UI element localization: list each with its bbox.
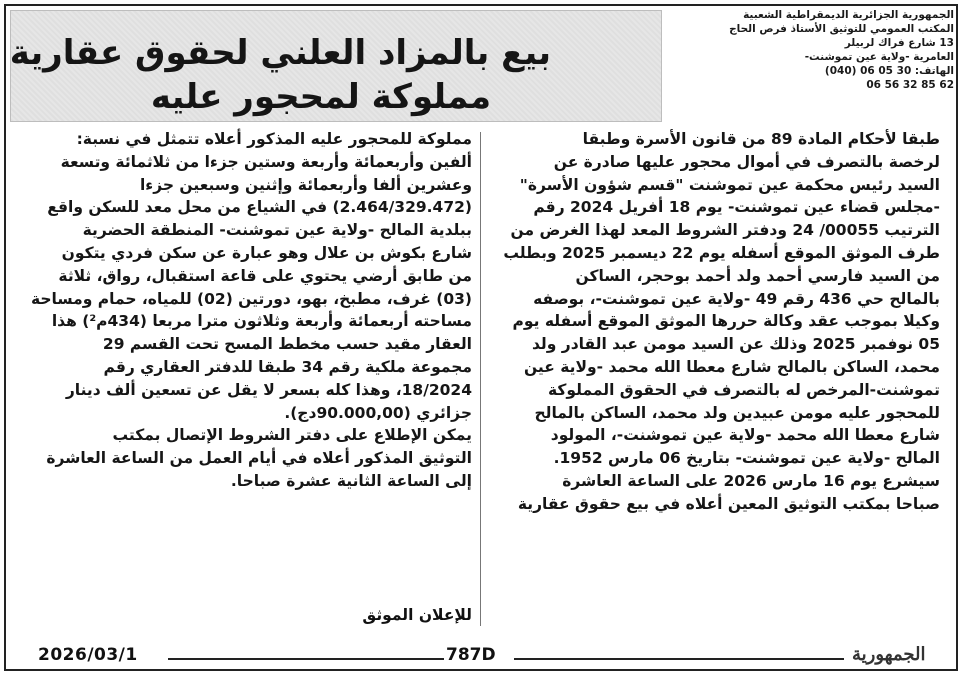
body-line: 05 نوفمبر 2025 وذلك عن السيد مومن عبد القادر ولد bbox=[531, 335, 940, 354]
body-line: وكيلا بموجب عقد وكالة حررها الموثق الموقع أسفله يوم bbox=[512, 312, 940, 331]
body-line: ببلدية المالح -ولاية عين تموشنت- المنطقة الحضرية bbox=[82, 221, 472, 240]
body-line: محمد، الساكن بالمالح شارع معطا الله محمد -ولاية عين bbox=[523, 357, 940, 376]
footer-date: 2026/03/1 bbox=[38, 645, 138, 665]
notary-office-header bbox=[668, 8, 954, 126]
body-line: صباحا بمكتب التوثيق المعين أعلاه في بيع حقوق عقارية bbox=[517, 494, 940, 513]
announcement-title-box bbox=[10, 10, 662, 122]
right-text-column bbox=[488, 128, 940, 516]
body-line: لرخصة بالتصرف في أموال محجور عليها صادرة عن bbox=[553, 152, 940, 171]
body-line: إلى الساعة الثانية عشرة صباحا. bbox=[230, 471, 472, 490]
body-line: مجموعة ملكية رقم 34 طبقا للدفتر العقاري رقم bbox=[103, 357, 472, 376]
office-line: الجمهورية الجزائرية الديمقراطية الشعبية bbox=[743, 9, 954, 21]
body-line: سيشرع يوم 16 مارس 2026 على الساعة العاشرة bbox=[562, 471, 940, 490]
body-line: (03) غرف، مطبخ، بهو، دورتين (02) للمياه، حمام ومساحة bbox=[30, 289, 472, 308]
signature: للإعلان الموثق bbox=[362, 606, 472, 624]
body-line: شارع معطا الله محمد -ولاية عين تموشنت-، المولود bbox=[550, 426, 940, 445]
body-line: طرف الموثق الموقع أسفله يوم 22 ديسمبر 2025 وبطلب bbox=[503, 243, 940, 262]
column-divider bbox=[480, 132, 481, 626]
body-line: مملوكة للمحجور عليه المذكور أعلاه تتمثل في نسبة: bbox=[76, 130, 472, 148]
body-line: جزائري (90.000,00دج). bbox=[284, 403, 472, 422]
body-line: العقار مقيد حسب مخطط المسح تحت القسم 29 bbox=[102, 335, 472, 354]
body-line: يمكن الإطلاع على دفتر الشروط الإتصال بمكتب bbox=[112, 426, 472, 445]
footer-rule-right bbox=[514, 658, 844, 660]
body-line: من طابق أرضي يحتوي على قاعة استقبال، رواق، ثلاثة bbox=[58, 266, 472, 285]
announcement-title-line-2: مملوكة لمحجور عليه bbox=[150, 77, 491, 117]
body-line: للمحجور عليه مومن عبيدين ولد محمد، الساكن بالمالح bbox=[534, 403, 940, 422]
office-line: العامرية -ولاية عين تموشنت- bbox=[804, 51, 954, 63]
left-text-column bbox=[14, 128, 472, 493]
body-line: 18/2024، وهذا كله بسعر لا يقل عن تسعين ألف دينار bbox=[65, 380, 472, 399]
body-line: (2.464/329.472) في الشياع من محل معد للسكن واقع bbox=[47, 198, 472, 217]
body-line: شارع بكوش بن علال وهو عبارة عن سكن فردي يتكون bbox=[61, 243, 472, 262]
body-line: من السيد فارسي أحمد ولد أحمد بوحجر، الساكن bbox=[575, 266, 940, 285]
office-line: المكتب العمومي للتوثيق الأستاذ فرص الحاج bbox=[729, 23, 954, 35]
body-line: السيد رئيس محكمة عين تموشنت "قسم شؤون الأسرة" bbox=[519, 175, 940, 194]
body-line: مساحته أربعمائة وأربعة وثلاثون مترا مربعا (434م²) هذا bbox=[51, 312, 472, 331]
body-line: -مجلس قضاء عين تموشنت- يوم 18 أفريل 2024 رقم bbox=[533, 198, 940, 217]
body-line: التوثيق المذكور أعلاه في أيام العمل من الساعة العاشرة bbox=[46, 449, 472, 468]
body-line: تموشنت-المرخص له بالتصرف في الحقوق المملوكة bbox=[548, 380, 940, 399]
office-line: 13 شارع فراك لربيلر bbox=[844, 37, 954, 49]
body-line: طبقا لأحكام المادة 89 من قانون الأسرة وطبقا bbox=[582, 130, 940, 148]
body-line: وعشرين ألفا وأربعمائة وإثنين وسبعين جزءا bbox=[139, 175, 472, 194]
newspaper-logo: الجمهورية bbox=[852, 644, 926, 665]
body-line: بالمالح حي 436 رقم 49 -ولاية عين تموشنت-، بوصفه bbox=[533, 289, 940, 308]
body-line: الترتيب 00055/ 24 ودفتر الشروط المعد لهذا الغرض من bbox=[510, 221, 940, 240]
footer-ad-code: 787D bbox=[446, 645, 496, 665]
footer-rule-left bbox=[168, 658, 444, 660]
body-line: ألفين وأربعمائة وأربعة وستين جزءا من ثلاثمائة وتسعة bbox=[60, 152, 472, 171]
office-phone: الهاتف: 30 05 06 (040) bbox=[824, 65, 954, 77]
announcement-title-line-1: بيع بالمزاد العلني لحقوق عقارية bbox=[9, 33, 551, 73]
body-line: المالح -ولاية عين تموشنت- بتاريخ 06 مارس 1952. bbox=[553, 449, 940, 468]
office-mobile: 06 56 32 85 62 bbox=[866, 79, 954, 91]
